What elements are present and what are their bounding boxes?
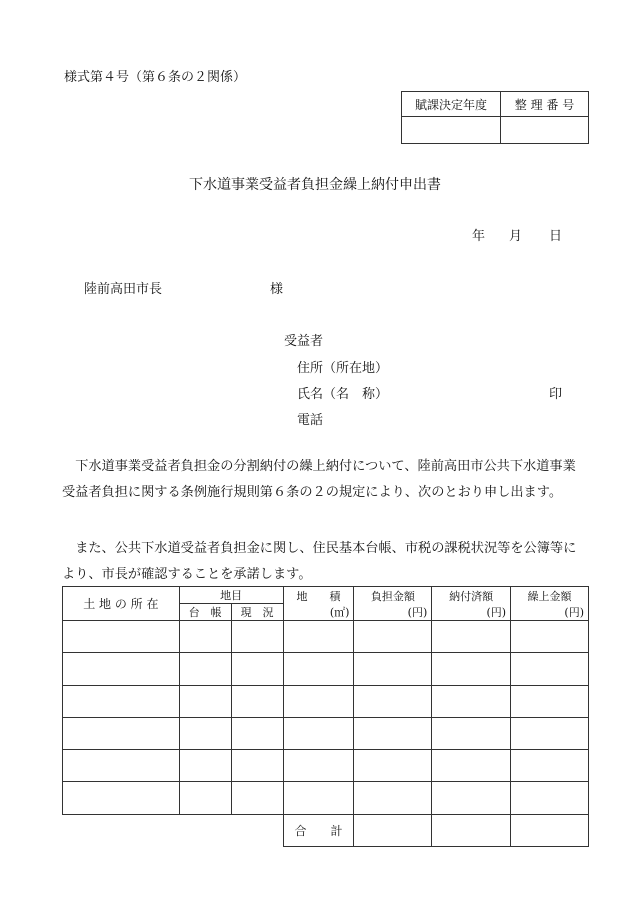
table-row	[63, 653, 589, 686]
burden-label: 負担金額	[370, 589, 415, 603]
table-cell[interactable]	[511, 782, 589, 815]
applicant-name-label: 氏名（名 称）	[297, 387, 389, 402]
col-location-header: 土 地 の 所 在	[63, 587, 180, 621]
document-title: 下水道事業受益者負担金繰上納付申出書	[189, 177, 441, 193]
table-cell[interactable]	[283, 782, 354, 815]
table-cell[interactable]	[179, 718, 231, 750]
table-cell[interactable]	[179, 653, 231, 686]
table-cell[interactable]	[63, 653, 180, 686]
body-paragraph-1: 下水道事業受益者負担金の分割納付の繰上納付について、陸前高田市公共下水道事業受益者負担に関する条例施行規則第６条の２の規定により、次のとおり申し出ます。	[62, 459, 576, 500]
reference-number-field[interactable]	[501, 117, 589, 144]
area-label: 地 積	[296, 589, 341, 603]
table-row	[63, 686, 589, 718]
total-row	[63, 815, 589, 847]
reference-number-header: 整 理 番 号	[501, 92, 589, 117]
date-day: 日	[549, 229, 563, 244]
table-cell[interactable]	[354, 718, 432, 750]
table-cell[interactable]	[432, 621, 511, 653]
table-cell[interactable]	[354, 686, 432, 718]
table-cell[interactable]	[63, 750, 180, 782]
table-cell[interactable]	[432, 750, 511, 782]
total-burden-field[interactable]	[354, 815, 432, 847]
applicant-heading: 受益者	[284, 334, 324, 349]
land-table	[62, 586, 589, 847]
col-paid-header	[432, 587, 511, 621]
advance-label: 繰上金額	[527, 589, 572, 603]
total-advance-field[interactable]	[511, 815, 589, 847]
col-daicho-header: 台 帳	[179, 604, 231, 621]
table-cell[interactable]	[283, 686, 354, 718]
blank-cell	[231, 815, 283, 847]
table-cell[interactable]	[63, 621, 180, 653]
table-row	[63, 782, 589, 815]
date-year: 年	[472, 229, 486, 244]
table-cell[interactable]	[511, 718, 589, 750]
total-paid-field[interactable]	[432, 815, 511, 847]
table-row	[63, 621, 589, 653]
col-area-header	[283, 587, 354, 621]
table-cell[interactable]	[179, 621, 231, 653]
table-cell[interactable]	[63, 718, 180, 750]
table-cell[interactable]	[63, 686, 180, 718]
applicant-phone-label: 電話	[297, 413, 324, 428]
advance-unit: (円)	[564, 605, 584, 619]
addressee-name: 陸前高田市長	[84, 282, 163, 297]
table-cell[interactable]	[179, 782, 231, 815]
col-genkyo-header: 現 況	[231, 604, 283, 621]
date-month: 月	[509, 229, 523, 244]
paid-unit: (円)	[486, 605, 507, 619]
table-cell[interactable]	[354, 750, 432, 782]
paid-label: 納付済額	[449, 589, 494, 603]
table-cell[interactable]	[231, 686, 283, 718]
addressee-honorific: 様	[270, 282, 284, 297]
col-chimoku-header: 地目	[179, 587, 283, 604]
table-cell[interactable]	[432, 686, 511, 718]
table-cell[interactable]	[231, 621, 283, 653]
table-row	[63, 750, 589, 782]
table-cell[interactable]	[179, 686, 231, 718]
table-cell[interactable]	[432, 653, 511, 686]
col-burden-header	[354, 587, 432, 621]
table-cell[interactable]	[231, 782, 283, 815]
table-cell[interactable]	[231, 653, 283, 686]
table-cell[interactable]	[432, 718, 511, 750]
fiscal-year-box	[401, 91, 589, 144]
table-cell[interactable]	[511, 653, 589, 686]
col-advance-header	[511, 587, 589, 621]
table-cell[interactable]	[179, 750, 231, 782]
table-cell[interactable]	[511, 750, 589, 782]
table-cell[interactable]	[283, 621, 354, 653]
table-cell[interactable]	[283, 718, 354, 750]
area-unit: (㎡)	[329, 605, 350, 619]
table-cell[interactable]	[354, 653, 432, 686]
total-label: 合 計	[283, 815, 354, 847]
table-cell[interactable]	[231, 750, 283, 782]
table-cell[interactable]	[283, 653, 354, 686]
table-cell[interactable]	[354, 621, 432, 653]
form-number: 様式第４号（第６条の２関係）	[64, 70, 247, 85]
blank-cell	[63, 815, 180, 847]
fiscal-year-field[interactable]	[402, 117, 501, 144]
applicant-address-label: 住所（所在地）	[297, 361, 389, 376]
table-cell[interactable]	[432, 782, 511, 815]
table-row	[63, 718, 589, 750]
fiscal-year-header: 賦課決定年度	[402, 92, 501, 117]
table-cell[interactable]	[354, 782, 432, 815]
burden-unit: (円)	[407, 605, 428, 619]
table-cell[interactable]	[283, 750, 354, 782]
table-cell[interactable]	[511, 621, 589, 653]
table-cell[interactable]	[63, 782, 180, 815]
body-paragraph-2: また、公共下水道受益者負担金に関し、住民基本台帳、市税の課税状況等を公簿等により、市長が確認することを承諾します。	[62, 541, 577, 582]
seal-mark: 印	[549, 387, 563, 402]
table-cell[interactable]	[511, 686, 589, 718]
table-cell[interactable]	[231, 718, 283, 750]
blank-cell	[179, 815, 231, 847]
